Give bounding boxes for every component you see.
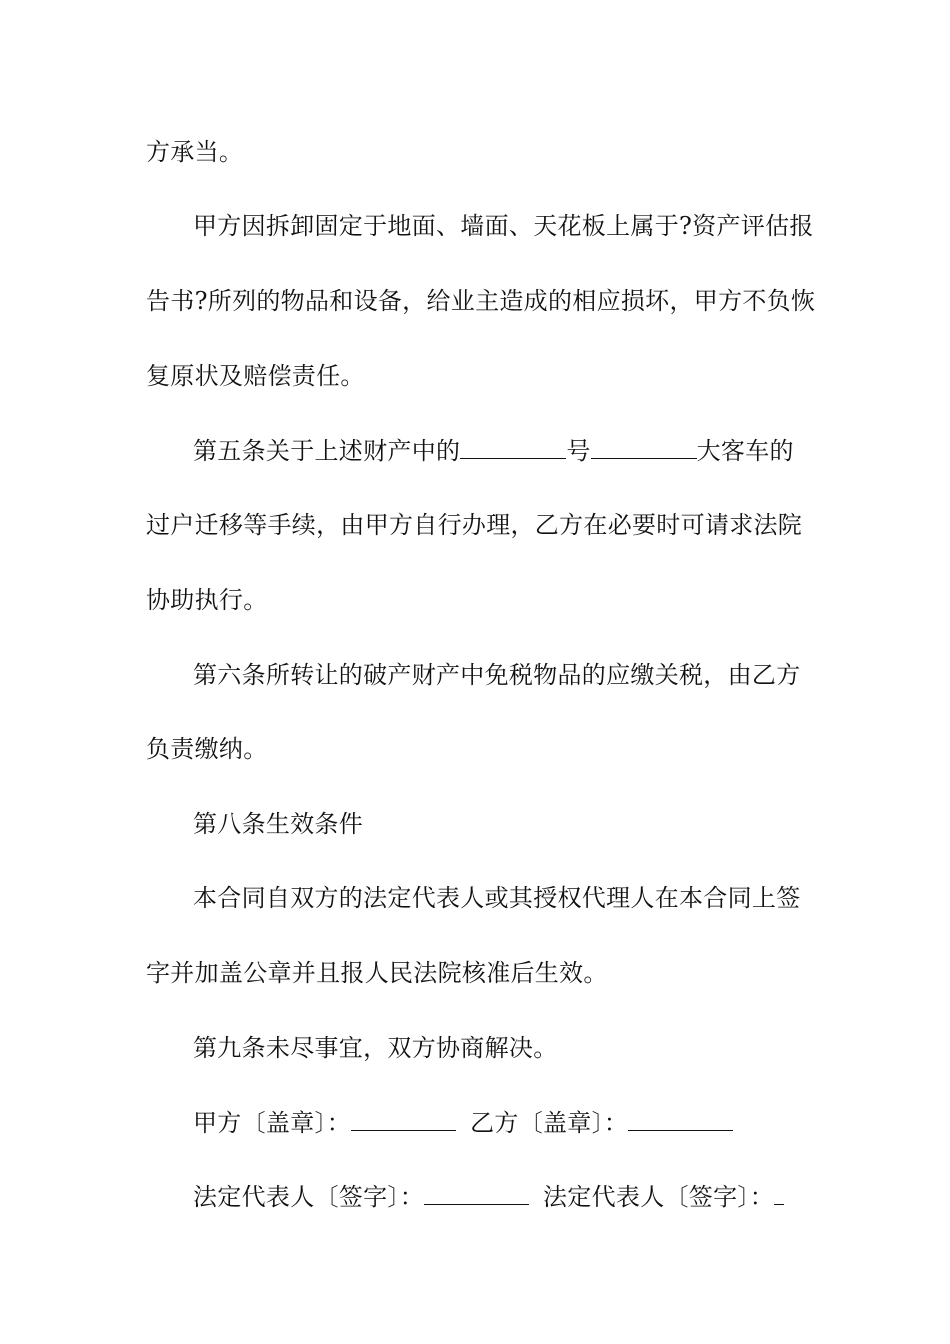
article-5-prefix: 第五条关于上述财产中的 (193, 437, 461, 465)
plate-number-blank (460, 436, 566, 459)
paragraph-line: 本合同自双方的法定代表人或其授权代理人在本合同上签 (193, 884, 801, 912)
paragraph-line: 方承当。 (146, 138, 244, 166)
paragraph-line: 字并加盖公章并且报人民法院核准后生效。 (146, 959, 608, 987)
section-heading: 第八条生效条件 (193, 810, 364, 838)
paragraph-line: 告书?所列的物品和设备，给业主造成的相应损坏，甲方不负恢 (146, 287, 816, 315)
article-5-suffix: 大客车的 (696, 437, 794, 465)
party-a-seal-label: 甲方〔盖章〕： (193, 1109, 352, 1137)
party-b-rep-label: 法定代表人〔签字〕： (543, 1183, 774, 1211)
party-b-rep-blank (774, 1182, 784, 1205)
representative-line (193, 1182, 784, 1212)
paragraph-line: 复原状及赔偿责任。 (146, 362, 365, 390)
paragraph-line: 第九条未尽事宜，双方协商解决。 (193, 1034, 558, 1062)
party-a-seal-blank (351, 1108, 456, 1131)
party-a-rep-label: 法定代表人〔签字〕： (193, 1183, 424, 1211)
party-b-seal-label: 乙方〔盖章〕： (470, 1109, 629, 1137)
paragraph-line: 过户迁移等手续，由甲方自行办理，乙方在必要时可请求法院 (146, 511, 803, 539)
paragraph-line: 甲方因拆卸固定于地面、墙面、天花板上属于?资产评估报 (193, 212, 814, 240)
party-b-seal-blank (628, 1108, 733, 1131)
seal-line (193, 1108, 733, 1138)
paragraph-line: 负责缴纳。 (146, 735, 268, 763)
paragraph-line: 第六条所转让的破产财产中免税物品的应缴关税，由乙方 (193, 661, 801, 689)
paragraph-line: 协助执行。 (146, 586, 268, 614)
article-5-middle: 号 (566, 437, 591, 465)
party-a-rep-blank (424, 1182, 529, 1205)
article-5-line (193, 436, 794, 466)
vehicle-type-blank (591, 436, 697, 459)
